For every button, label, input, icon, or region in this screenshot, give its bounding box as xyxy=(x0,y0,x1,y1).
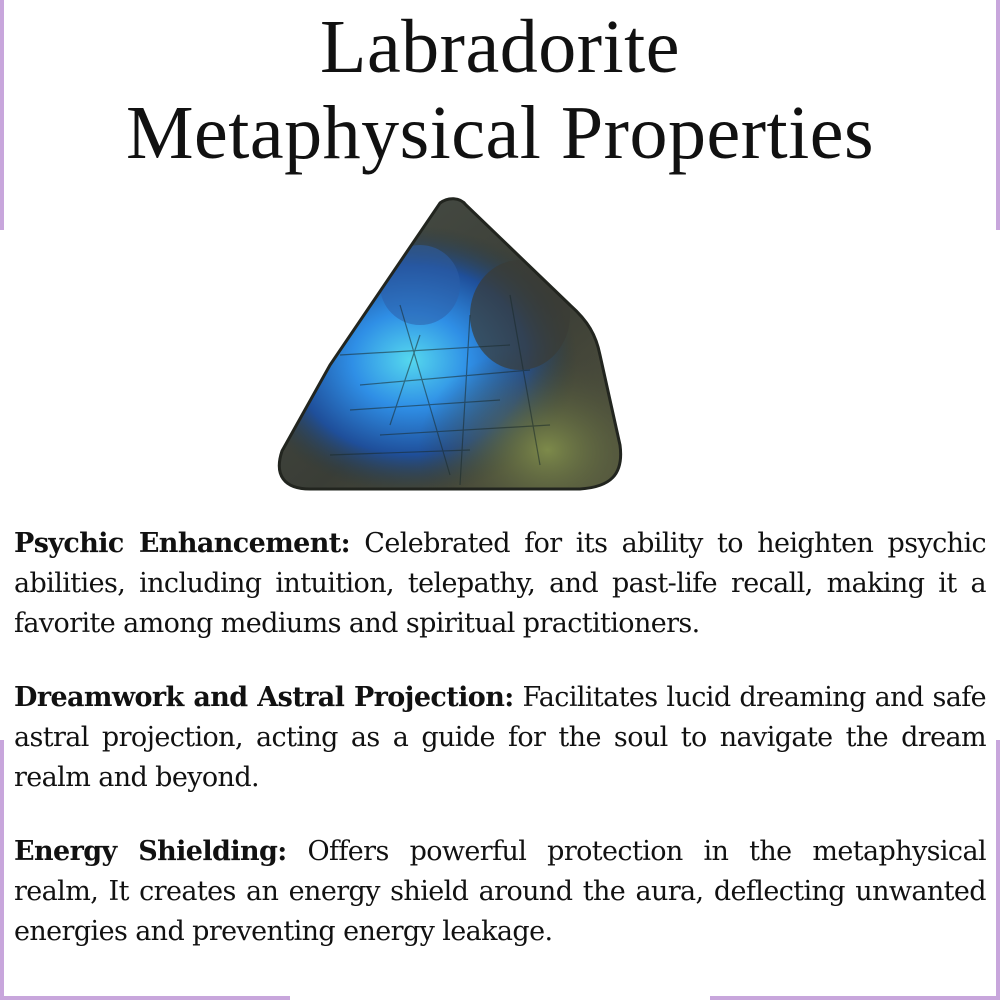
property-heading: Dreamwork and Astral Projection: xyxy=(14,682,514,713)
property-dreamwork-astral-projection xyxy=(14,678,986,798)
frame-accent-right-bottom xyxy=(996,740,1000,1000)
frame-accent-bottom-right xyxy=(710,996,1000,1000)
property-text: Facilitates lucid dreaming and safe astral projection, acting as a guide for the soul to navigate the dream realm and beyond. xyxy=(14,682,986,793)
property-psychic-enhancement xyxy=(14,524,986,644)
page-title xyxy=(0,4,1000,176)
frame-accent-left-bottom xyxy=(0,740,4,1000)
title-line-2: Metaphysical Properties xyxy=(125,91,875,175)
property-text: Celebrated for its ability to heighten psychic abilities, including intuition, telepathy, and past-life recall, making it a favorite among mediums and spiritual practitioners. xyxy=(14,528,987,639)
properties-list xyxy=(14,524,986,986)
property-heading: Psychic Enhancement: xyxy=(14,528,351,559)
property-energy-shielding xyxy=(14,832,986,952)
title-line-1: Labradorite xyxy=(320,5,680,89)
frame-accent-bottom-left xyxy=(0,996,290,1000)
property-heading: Energy Shielding: xyxy=(14,836,287,867)
labradorite-stone-image xyxy=(270,195,640,495)
stone-graphic xyxy=(270,195,640,495)
property-text: Offers powerful protection in the metaphysical realm, It creates an energy shield around the aura, deflecting unwanted energies and preventing energy leakage. xyxy=(14,836,986,947)
